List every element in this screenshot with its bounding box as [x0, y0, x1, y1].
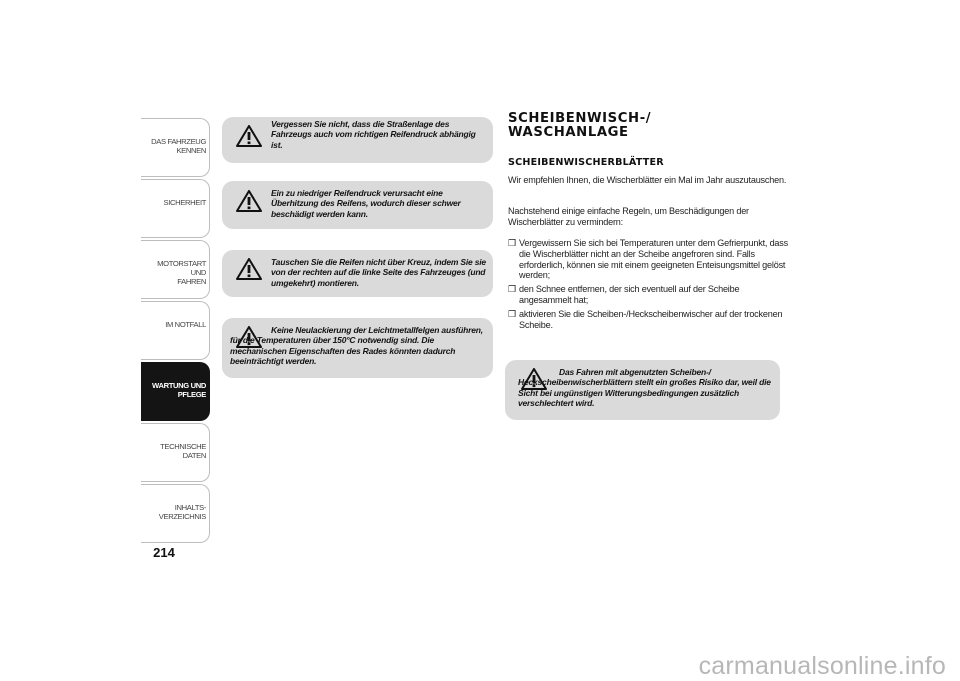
paragraph: Nachstehend einige einfache Regeln, um Beschädigungen der Wischerblätter zu vermindern:	[508, 206, 749, 227]
warning-box	[222, 250, 493, 297]
warning-box	[222, 318, 493, 378]
warning-text: Ein zu niedriger Reifendruck verursacht eine Überhitzung des Reifens, wodurch dieser schwer beschädigt werden kann.	[271, 188, 461, 219]
checkbox-bullet-icon: ❒	[508, 308, 516, 319]
care-rules-list	[508, 238, 790, 333]
warning-text: Tauschen Sie die Reifen nicht über Kreuz, indem Sie sie von der rechten auf die linke Seite des Fahrzeuges (und umgekehrt) montieren.	[271, 257, 486, 288]
checkbox-bullet-icon: ❒	[508, 238, 516, 248]
warning-text: Keine Neulackierung der Leichtmetallfelgen ausführen, für die Temperaturen über 150°C notwendig sind. Die mechanischen Eigenschaften des Rades könnten dadurch beeinträchtigt werden.	[230, 325, 483, 366]
list-item	[508, 284, 790, 306]
list-item-text: den Schnee entfernen, der sich eventuell auf der Scheibe angesammelt hat;	[519, 284, 740, 305]
list-item-text: aktivieren Sie die Scheiben-/Heckscheibenwischer auf der trockenen Scheibe.	[519, 308, 783, 330]
list-item	[508, 238, 790, 281]
list-item	[508, 309, 790, 331]
page-number: 214	[153, 545, 175, 560]
warning-triangle-icon	[236, 125, 262, 147]
list-item-text: Vergewissern Sie sich bei Temperaturen unter dem Gefrierpunkt, dass die Wischerblätter nicht an der Scheibe angefroren sind. Falls erforderlich, können sie mit einem geeigneten Enteisungsmittel gelöst werden;	[519, 238, 788, 281]
warning-text: Das Fahren mit abgenutzten Scheiben-/ Heckscheibenwischerblättern stellt ein großes Risiko dar, weil die Sicht bei ungünstigen Witterungsbedingungen zusätzlich verschlechtert wird.	[518, 367, 771, 408]
tab-wartung-und-pflege[interactable]: WARTUNG UND PFLEGE	[141, 362, 210, 421]
warning-triangle-icon	[236, 258, 262, 280]
warning-box	[505, 360, 780, 420]
tab-technische-daten[interactable]: TECHNISCHE DATEN	[141, 423, 210, 482]
warning-triangle-icon	[236, 190, 262, 212]
tab-inhaltsverzeichnis[interactable]: INHALTS- VERZEICHNIS	[141, 484, 210, 543]
paragraph: Wir empfehlen Ihnen, die Wischerblätter ein Mal im Jahr auszutauschen.	[508, 175, 787, 185]
checkbox-bullet-icon: ❒	[508, 284, 516, 295]
warning-box	[222, 117, 493, 163]
watermark: carmanualsonline.info	[698, 652, 946, 680]
tab-im-notfall[interactable]: IM NOTFALL	[141, 301, 210, 360]
tab-das-fahrzeug-kennen[interactable]: DAS FAHRZEUG KENNEN	[141, 118, 210, 177]
section-heading: SCHEIBENWISCH-/ WASCHANLAGE	[508, 111, 652, 140]
subsection-heading: SCHEIBENWISCHERBLÄTTER	[508, 157, 664, 168]
warning-text: Vergessen Sie nicht, dass die Straßenlage des Fahrzeugs auch vom richtigen Reifendruck abhängig ist.	[271, 119, 476, 150]
warning-box	[222, 181, 493, 229]
tab-motorstart-und-fahren[interactable]: MOTORSTART UND FAHREN	[141, 240, 210, 299]
tab-sicherheit[interactable]: SICHERHEIT	[141, 179, 210, 238]
